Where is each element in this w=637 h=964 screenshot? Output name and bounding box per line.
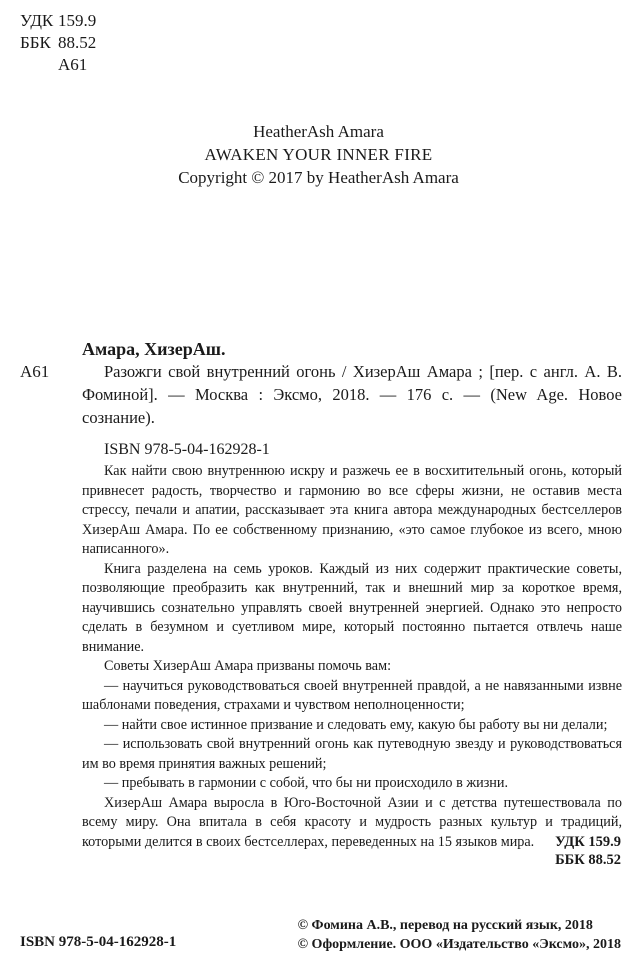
annotation-paragraph: — найти свое истинное призвание и следовать ему, какую бы работу вы ни делали;	[104, 716, 608, 733]
catalog-description	[82, 360, 622, 429]
annotation-paragraph: — научиться руководствоваться своей внутренней правдой, а не навязанными извне шаблонами поведения, страхами и чувством неполноценности;	[82, 677, 622, 713]
original-edition-info	[0, 120, 637, 189]
catalog-description-line1: Разожги свой внутренний огонь / ХизерАш Амара ; [пер. с англ.	[104, 362, 578, 381]
copyright-design: © Оформление. ООО «Издательство «Эксмо», 2018	[297, 937, 621, 952]
bottom-udk: УДК 159.9	[555, 834, 621, 850]
original-title: AWAKEN YOUR INNER FIRE	[204, 145, 433, 164]
udk-label: УДК	[20, 11, 54, 30]
annotation-paragraph: Как найти свою внутреннюю искру и разжечь ее в восхитительный огонь, который привнесет радость, творчество и гармонию во все сферы жизни, не оставив места стрессу, печали и апатии, рассказывает эта книга автора международных бестселлеров ХизерАш Амара. По ее собственному признанию, «это самое глубокое из всего, мною написанного».	[82, 463, 622, 557]
original-copyright: Copyright © 2017 by HeatherAsh Amara	[178, 168, 459, 187]
catalog-description-rest: А. В. Фоминой]. — Москва : Эксмо, 2018. — 176 с. — (New Age. Новое сознание).	[82, 362, 622, 427]
copyright-translation: © Фомина А.В., перевод на русский язык, 2018	[297, 918, 593, 933]
annotation-paragraph: — пребывать в гармонии с собой, что бы ни происходило в жизни.	[104, 775, 509, 791]
catalog-code: А61	[20, 362, 50, 381]
annotation	[82, 462, 622, 852]
udk-value: 159.9	[58, 11, 97, 30]
udk-code	[20, 10, 96, 32]
annotation-paragraph: — использовать свой внутренний огонь как путеводную звезду и руководствоваться им во время принятия важных решений;	[82, 736, 622, 772]
footer-isbn: ISBN 978-5-04-162928-1	[20, 934, 177, 950]
classification-codes	[20, 10, 96, 76]
author-mark: А61	[58, 55, 88, 74]
bbk-value: 88.52	[58, 33, 97, 52]
annotation-paragraph: Советы ХизерАш Амара призваны помочь вам:	[104, 658, 392, 674]
annotation-paragraph: Книга разделена на семь уроков. Каждый из них содержит практические советы, позволяющие преобразить как внутренний, так и внешний мир за короткое время, научившись сознательно управлять своей внутренней энергией. Однако это непросто сделать в безумном и суетливом мире, который постоянно пытается отвлечь наше внимание.	[82, 560, 622, 655]
catalog-isbn: ISBN 978-5-04-162928-1	[104, 441, 270, 458]
bbk-code	[20, 32, 96, 54]
bottom-classification-codes	[555, 833, 621, 869]
annotation-paragraph: ХизерАш Амара выросла в Юго-Восточной Азии и с детства путешествовала по всему миру. Она впитала в себя красоту и мудрость разных культур и традиций, которыми делится в своих бестселлерах, переведенных на 15 языков мира.	[82, 794, 622, 850]
original-author: HeatherAsh Amara	[253, 122, 384, 141]
bbk-label: ББК	[20, 33, 51, 52]
catalog-author-heading: Амара, ХизерАш.	[82, 339, 226, 359]
footer-copyrights	[298, 916, 621, 954]
bottom-bbk: ББК 88.52	[555, 852, 621, 868]
